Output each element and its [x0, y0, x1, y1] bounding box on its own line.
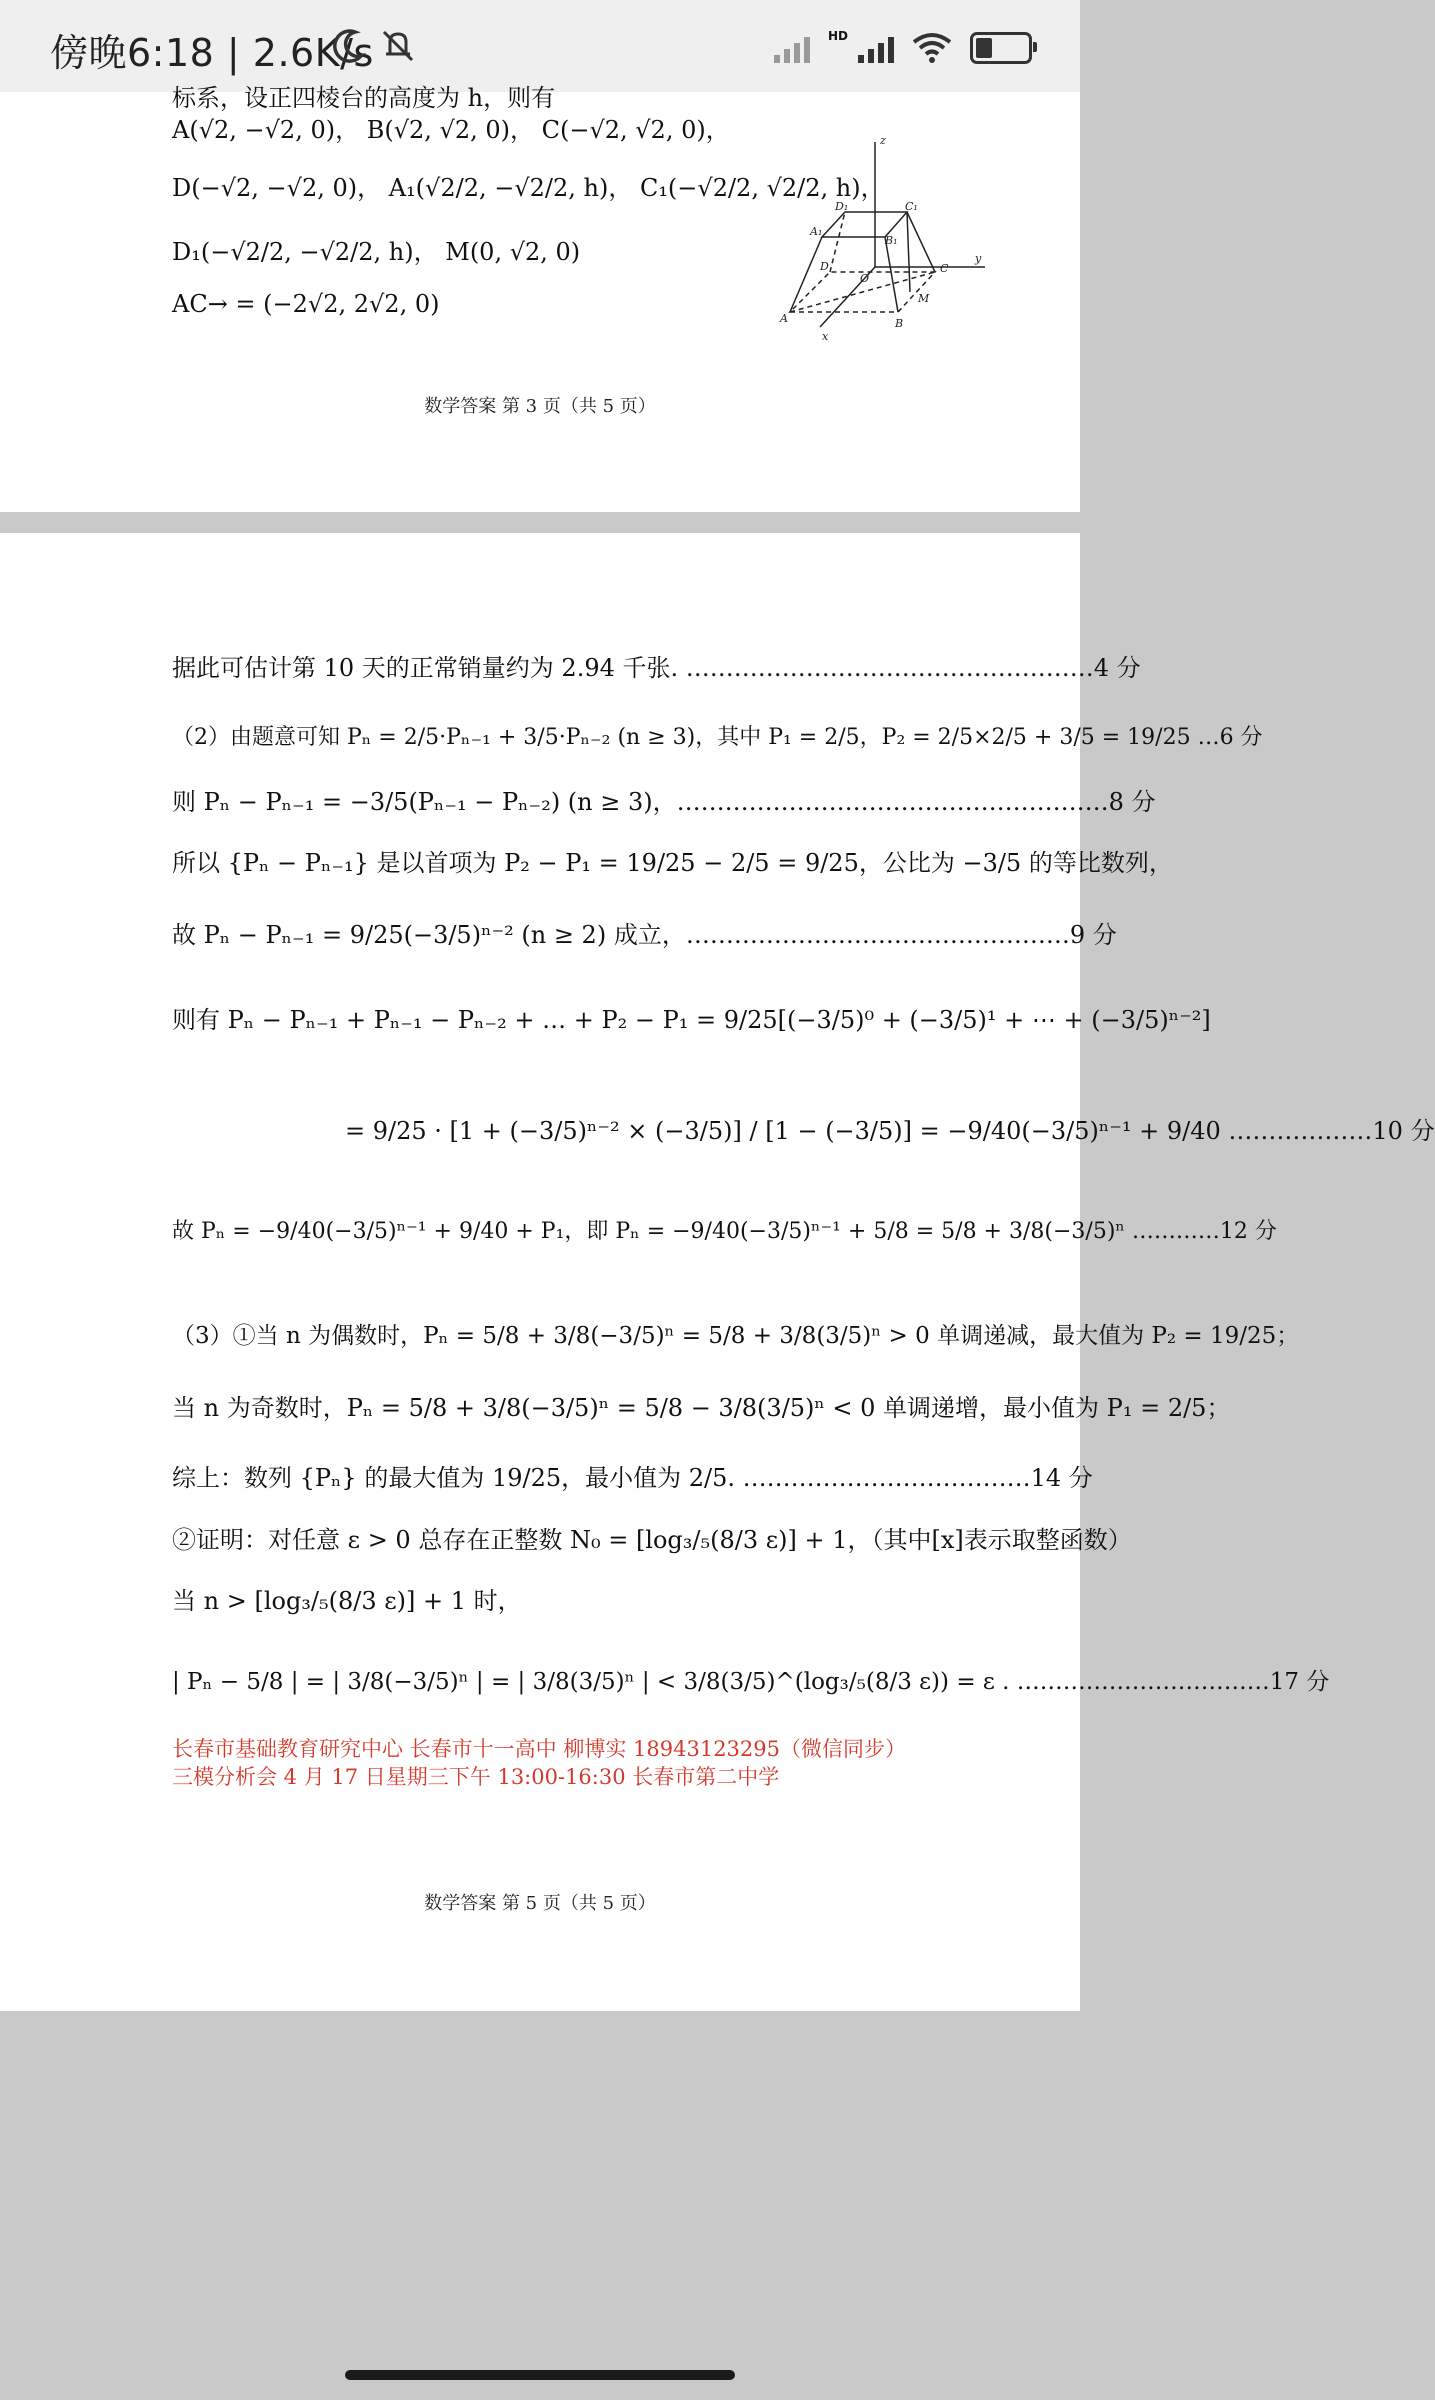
text-line: 所以 {Pₙ − Pₙ₋₁} 是以首项为 P₂ − P₁ = 19/25 − 2/5 = 9/25，公比为 −3/5 的等比数列， [172, 849, 1173, 877]
frustum-figure [780, 132, 990, 342]
status-icons [774, 28, 1032, 68]
text-line: 综上：数列 {Pₙ} 的最大值为 19/25，最小值为 2/5. ………………………………14 分 [172, 1464, 1093, 1492]
text-line: 则 Pₙ − Pₙ₋₁ = −3/5(Pₙ₋₁ − Pₙ₋₂) (n ≥ 3)，………………………………………………8 分 [172, 788, 1156, 816]
page-footer: 数学答案 第 5 页（共 5 页） [424, 1893, 656, 1914]
text-line: （3）①当 n 为偶数时，Pₙ = 5/8 + 3/8(−3/5)ⁿ = 5/8 + 3/8(3/5)ⁿ > 0 单调递减，最大值为 P₂ = 19/25； [172, 1323, 1300, 1349]
figure-label: y [975, 252, 982, 265]
text-line: 据此可估计第 10 天的正常销量约为 2.94 千张. ……………………………………………4 分 [172, 654, 1141, 682]
status-time: 傍晚6:18 | 2.6K/s [50, 31, 374, 75]
text-line: = 9/25 · [1 + (−3/5)ⁿ⁻² × (−3/5)] / [1 − (−3/5)] = −9/40(−3/5)ⁿ⁻¹ + 9/40 ………………10 分 [345, 1117, 1435, 1145]
document-page-5 [0, 533, 1435, 2011]
page-footer: 数学答案 第 3 页（共 5 页） [424, 396, 656, 417]
figure-label: z [880, 134, 886, 147]
meeting-info: 三模分析会 4 月 17 日星期三下午 13:00-16:30 长春市第二中学 [172, 1765, 780, 1789]
figure-label: D₁ [835, 200, 849, 213]
text-line: A(√2, −√2, 0)， B(√2, √2, 0)， C(−√2, √2, 0)， [172, 116, 730, 144]
text-line: ②证明：对任意 ε > 0 总存在正整数 N₀ = [log₃/₅(8/3 ε)] + 1，（其中[x]表示取整函数） [172, 1526, 1132, 1554]
text-line: D₁(−√2/2, −√2/2, h)， M(0, √2, 0) [172, 238, 581, 266]
text-line: 当 n 为奇数时，Pₙ = 5/8 + 3/8(−3/5)ⁿ = 5/8 − 3/8(3/5)ⁿ < 0 单调递增，最小值为 P₁ = 2/5； [172, 1394, 1231, 1422]
text-line: D(−√2, −√2, 0)， A₁(√2/2, −√2/2, h)， C₁(−√2/2, √2/2, h)， [172, 174, 885, 202]
text-line: | Pₙ − 5/8 | = | 3/8(−3/5)ⁿ | = | 3/8(3/5)ⁿ | < 3/8(3/5)^(log₃/₅(8/3 ε)) = ε . ……………………………17 分 [172, 1669, 1330, 1695]
figure-label: B₁ [885, 234, 898, 247]
wifi-icon [912, 32, 952, 64]
battery-icon [970, 32, 1032, 64]
figure-label: B [895, 317, 904, 330]
home-indicator[interactable] [345, 2370, 735, 2380]
hd-badge: HD [827, 29, 848, 43]
text-line: 则有 Pₙ − Pₙ₋₁ + Pₙ₋₁ − Pₙ₋₂ + … + P₂ − P₁ = 9/25[(−3/5)⁰ + (−3/5)¹ + ⋯ + (−3/5)ⁿ⁻²] [172, 1006, 1211, 1034]
signal-icon [858, 33, 894, 63]
figure-label: x [822, 330, 829, 343]
figure-label: O [860, 272, 870, 285]
figure-label: M [918, 292, 930, 305]
text-line: 故 Pₙ − Pₙ₋₁ = 9/25(−3/5)ⁿ⁻² (n ≥ 2) 成立，…………………………………………9 分 [172, 921, 1117, 949]
text-line: 故 Pₙ = −9/40(−3/5)ⁿ⁻¹ + 9/40 + P₁，即 Pₙ = −9/40(−3/5)ⁿ⁻¹ + 5/8 = 5/8 + 3/8(−3/5)ⁿ …………12 分 [172, 1219, 1277, 1244]
contact-info: 长春市基础教育研究中心 长春市十一高中 柳博实 18943123295（微信同步） [172, 1737, 906, 1761]
figure-label: C [940, 262, 949, 275]
text-line: 当 n > [log₃/₅(8/3 ε)] + 1 时， [172, 1587, 522, 1615]
figure-label: C₁ [905, 200, 918, 213]
text-line: （2）由题意可知 Pₙ = 2/5·Pₙ₋₁ + 3/5·Pₙ₋₂ (n ≥ 3)，其中 P₁ = 2/5，P₂ = 2/5×2/5 + 3/5 = 19/25 …6 分 [172, 725, 1263, 750]
moon-icon [331, 28, 365, 64]
figure-label: D [820, 260, 829, 273]
figure-label: A₁ [810, 225, 823, 238]
figure-label: A [780, 312, 788, 325]
text-line: AC→ = (−2√2, 2√2, 0) [172, 290, 440, 318]
mute-icon [378, 26, 418, 66]
text-line: 标系，设正四棱台的高度为 h，则有 [172, 84, 556, 112]
signal-icon [774, 33, 810, 63]
document-page-3 [0, 84, 1080, 512]
